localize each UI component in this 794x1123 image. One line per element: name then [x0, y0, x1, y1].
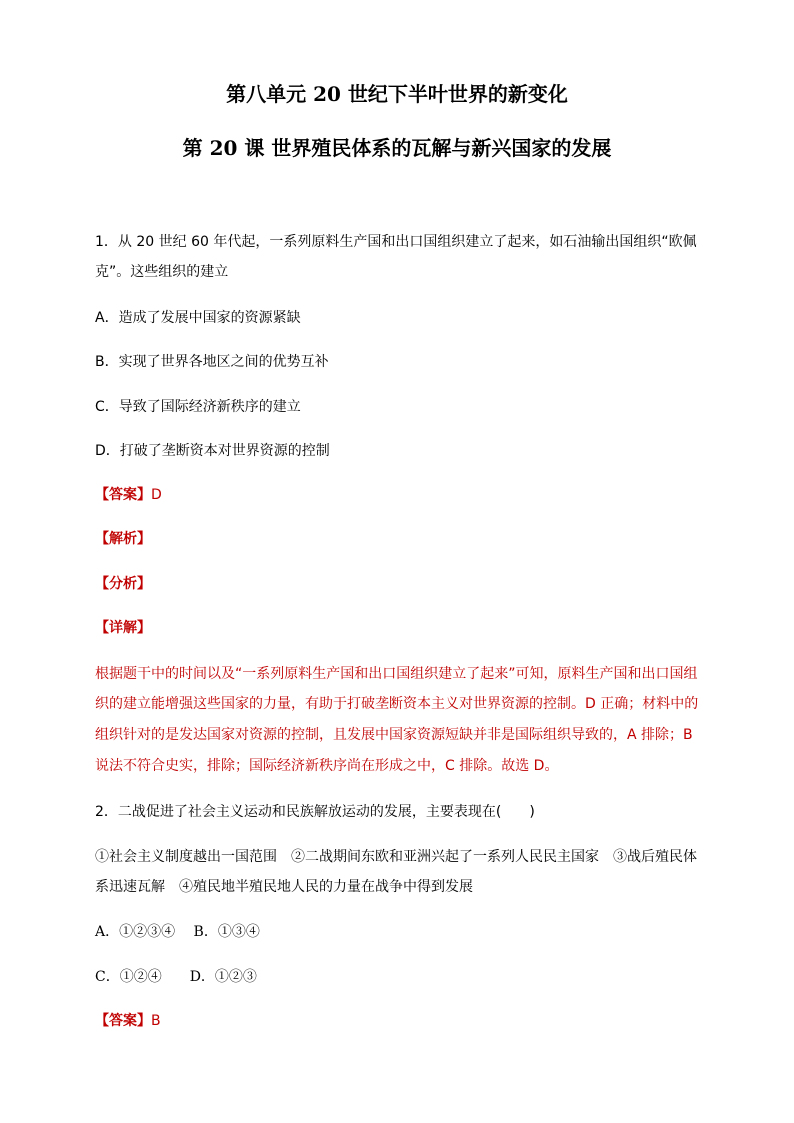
q1-stem-line1: 1．从 20 世纪 60 年代起，一系列原料生产国和出口国组织建立了起来，如石油输出国组织“欧佩 [95, 234, 697, 250]
q2-answer [95, 1011, 161, 1031]
q2-stem: 2．二战促进了社会主义运动和民族解放运动的发展，主要表现在( ) [95, 804, 535, 820]
lesson-title: 第 20 课 世界殖民体系的瓦解与新兴国家的发展 [182, 136, 612, 160]
unit-title: 第八单元 20 世纪下半叶世界的新变化 [226, 82, 568, 106]
q1-explanation-line4: 说法不符合史实，排除；国际经济新秩序尚在形成之中，C 排除。故选 D。 [95, 758, 559, 774]
q1-option-a: A．造成了发展中国家的资源紧缺 [95, 310, 301, 326]
q2-items-line1: ①社会主义制度越出一国范围 ②二战期间东欧和亚洲兴起了一系列人民民主国家 ③战后殖民体 [95, 849, 697, 865]
q1-option-b: B．实现了世界各地区之间的优势互补 [95, 354, 329, 370]
answer-value: D [151, 487, 162, 503]
q1-option-c: C．导致了国际经济新秩序的建立 [95, 399, 301, 415]
q1-explanation-line3: 组织针对的是发达国家对资源的控制，且发展中国家资源短缺并非是国际组织导致的，A 排除；B [95, 727, 693, 743]
q1-detail-tag: 【详解】 [95, 620, 151, 636]
q1-explanation-line2: 织的建立能增强这些国家的力量，有助于打破垄断资本主义对世界资源的控制。D 正确；材料中的 [95, 696, 699, 712]
answer-tag: 【答案】 [95, 1013, 151, 1029]
q1-option-d: D．打破了垄断资本对世界资源的控制 [95, 443, 330, 459]
q2-options-line2: C．①②④ D．①②③ [95, 969, 257, 985]
q1-stem-line2: 克”。这些组织的建立 [95, 264, 229, 280]
q1-explanation-line1: 根据题干中的时间以及“一系列原料生产国和出口国组织建立了起来”可知，原料生产国和出口国组 [95, 666, 698, 682]
answer-tag: 【答案】 [95, 487, 151, 503]
q2-options-line1: A．①②③④ B．①③④ [95, 924, 260, 940]
q2-items-line2: 系迅速瓦解 ④殖民地半殖民地人民的力量在战争中得到发展 [95, 879, 473, 895]
q1-fenxi-tag: 【分析】 [95, 576, 151, 592]
answer-value: B [151, 1013, 161, 1029]
q1-analysis-tag: 【解析】 [95, 531, 151, 547]
q1-answer [95, 485, 162, 505]
